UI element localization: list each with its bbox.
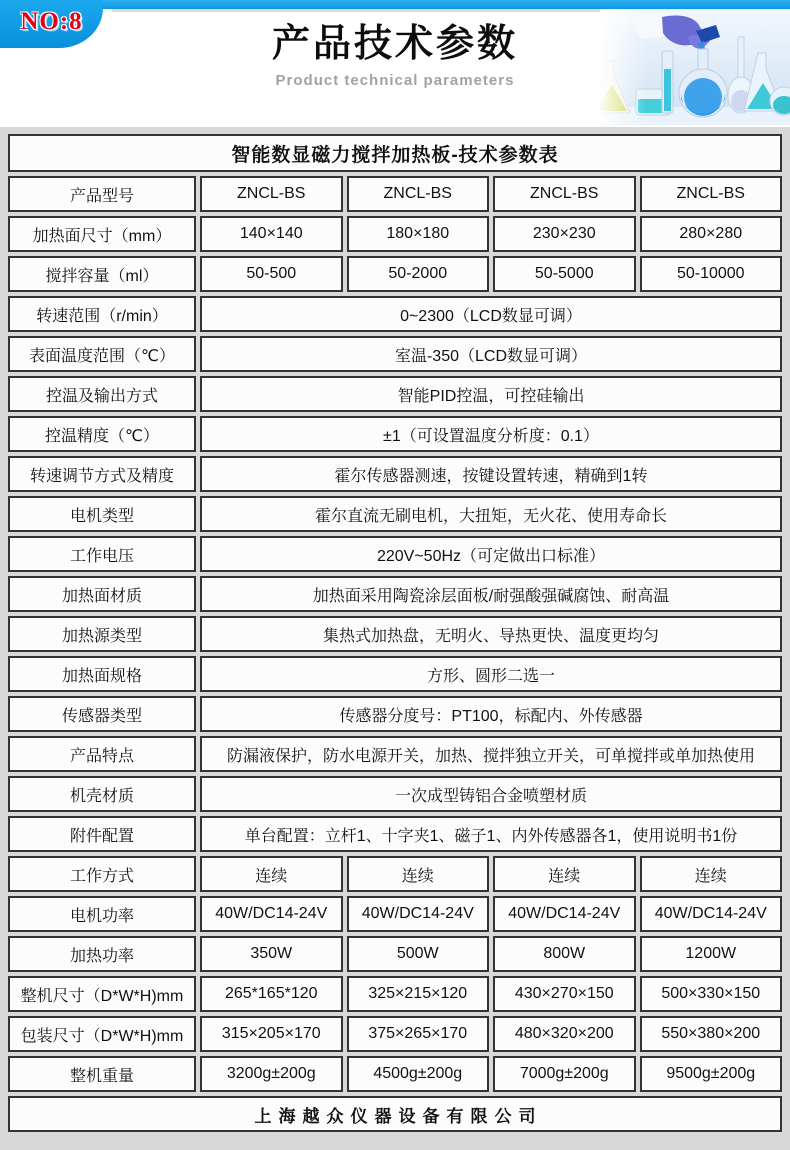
row-value: 500×330×150 xyxy=(640,976,783,1012)
row-value: 40W/DC14-24V xyxy=(347,896,490,932)
row-value: 9500g±200g xyxy=(640,1056,783,1092)
table-row xyxy=(8,376,782,412)
row-value: ZNCL-BS xyxy=(347,176,490,212)
table-row xyxy=(8,976,782,1012)
row-label: 电机类型 xyxy=(8,496,196,532)
table-row xyxy=(8,456,782,492)
row-label: 表面温度范围（℃） xyxy=(8,336,196,372)
row-label: 加热源类型 xyxy=(8,616,196,652)
row-value: 40W/DC14-24V xyxy=(200,896,343,932)
row-label: 产品特点 xyxy=(8,736,196,772)
row-value: 50-10000 xyxy=(640,256,783,292)
row-label: 工作电压 xyxy=(8,536,196,572)
row-value-span: 霍尔传感器测速，按键设置转速，精确到1转 xyxy=(200,456,782,492)
row-label: 加热面材质 xyxy=(8,576,196,612)
table-row xyxy=(8,296,782,332)
row-label: 控温精度（℃） xyxy=(8,416,196,452)
row-label: 电机功率 xyxy=(8,896,196,932)
table-row xyxy=(8,696,782,732)
row-value: 800W xyxy=(493,936,636,972)
row-value-span: 集热式加热盘，无明火、导热更快、温度更均匀 xyxy=(200,616,782,652)
table-row xyxy=(8,896,782,932)
row-value: 7000g±200g xyxy=(493,1056,636,1092)
row-value: 连续 xyxy=(347,856,490,892)
spec-table xyxy=(8,134,782,1136)
table-row xyxy=(8,856,782,892)
row-value-span: 加热面采用陶瓷涂层面板/耐强酸强碱腐蚀、耐高温 xyxy=(200,576,782,612)
row-value: 325×215×120 xyxy=(347,976,490,1012)
row-label: 转速调节方式及精度 xyxy=(8,456,196,492)
table-title: 智能数显磁力搅拌加热板-技术参数表 xyxy=(8,134,782,172)
row-value: 50-5000 xyxy=(493,256,636,292)
row-value: 连续 xyxy=(640,856,783,892)
row-value: 500W xyxy=(347,936,490,972)
row-value: 180×180 xyxy=(347,216,490,252)
row-value: 50-2000 xyxy=(347,256,490,292)
row-value: 375×265×170 xyxy=(347,1016,490,1052)
row-value: ZNCL-BS xyxy=(493,176,636,212)
row-label: 工作方式 xyxy=(8,856,196,892)
table-row xyxy=(8,416,782,452)
table-row xyxy=(8,936,782,972)
row-value: 1200W xyxy=(640,936,783,972)
row-value: 430×270×150 xyxy=(493,976,636,1012)
top-accent-strip xyxy=(0,0,790,9)
row-value: 50-500 xyxy=(200,256,343,292)
row-value-span: 220V~50Hz（可定做出口标准） xyxy=(200,536,782,572)
row-label: 控温及输出方式 xyxy=(8,376,196,412)
table-footer-row xyxy=(8,1096,782,1132)
row-value: ZNCL-BS xyxy=(640,176,783,212)
table-row xyxy=(8,176,782,212)
row-value: ZNCL-BS xyxy=(200,176,343,212)
row-value: 280×280 xyxy=(640,216,783,252)
row-label: 机壳材质 xyxy=(8,776,196,812)
row-label: 搅拌容量（ml） xyxy=(8,256,196,292)
row-label: 加热面规格 xyxy=(8,656,196,692)
row-value-span: 0~2300（LCD数显可调） xyxy=(200,296,782,332)
table-row xyxy=(8,656,782,692)
table-row xyxy=(8,616,782,652)
row-value-span: 方形、圆形二选一 xyxy=(200,656,782,692)
row-value: 140×140 xyxy=(200,216,343,252)
row-value-span: 霍尔直流无刷电机，大扭矩，无火花、使用寿命长 xyxy=(200,496,782,532)
table-row xyxy=(8,1056,782,1092)
table-row xyxy=(8,816,782,852)
table-row xyxy=(8,736,782,772)
row-value: 40W/DC14-24V xyxy=(493,896,636,932)
row-value: 350W xyxy=(200,936,343,972)
row-label: 产品型号 xyxy=(8,176,196,212)
row-value: 40W/DC14-24V xyxy=(640,896,783,932)
row-label: 传感器类型 xyxy=(8,696,196,732)
row-value: 230×230 xyxy=(493,216,636,252)
row-label: 附件配置 xyxy=(8,816,196,852)
row-value-span: 防漏液保护，防水电源开关，加热、搅拌独立开关，可单搅拌或单加热使用 xyxy=(200,736,782,772)
header xyxy=(0,0,790,127)
row-value: 315×205×170 xyxy=(200,1016,343,1052)
table-row xyxy=(8,496,782,532)
table-title-row xyxy=(8,134,782,172)
table-row xyxy=(8,256,782,292)
row-value: 550×380×200 xyxy=(640,1016,783,1052)
row-value-span: 一次成型铸铝合金喷塑材质 xyxy=(200,776,782,812)
row-value: 3200g±200g xyxy=(200,1056,343,1092)
row-value: 连续 xyxy=(493,856,636,892)
row-value: 连续 xyxy=(200,856,343,892)
row-label: 整机尺寸（D*W*H)mm xyxy=(8,976,196,1012)
row-value-span: 传感器分度号：PT100，标配内、外传感器 xyxy=(200,696,782,732)
row-label: 转速范围（r/min） xyxy=(8,296,196,332)
row-value: 480×320×200 xyxy=(493,1016,636,1052)
page-subtitle: Product technical parameters xyxy=(275,71,515,89)
row-value: 265*165*120 xyxy=(200,976,343,1012)
row-value-span: 单台配置：立杆1、十字夹1、磁子1、内外传感器各1，使用说明书1份 xyxy=(200,816,782,852)
lab-glassware-photo xyxy=(600,9,790,125)
table-row xyxy=(8,536,782,572)
page-title: 产品技术参数 xyxy=(271,23,518,65)
row-value-span: 智能PID控温，可控硅输出 xyxy=(200,376,782,412)
table-row xyxy=(8,776,782,812)
row-value-span: 室温-350（LCD数显可调） xyxy=(200,336,782,372)
table-row xyxy=(8,336,782,372)
badge-number: NO:8 xyxy=(20,8,83,35)
row-label: 加热功率 xyxy=(8,936,196,972)
row-value-span: ±1（可设置温度分析度：0.1） xyxy=(200,416,782,452)
row-label: 加热面尺寸（mm） xyxy=(8,216,196,252)
table-row xyxy=(8,1016,782,1052)
table-row xyxy=(8,216,782,252)
row-value: 4500g±200g xyxy=(347,1056,490,1092)
row-label: 包装尺寸（D*W*H)mm xyxy=(8,1016,196,1052)
company-name: 上海越众仪器设备有限公司 xyxy=(8,1096,782,1132)
table-row xyxy=(8,576,782,612)
row-label: 整机重量 xyxy=(8,1056,196,1092)
